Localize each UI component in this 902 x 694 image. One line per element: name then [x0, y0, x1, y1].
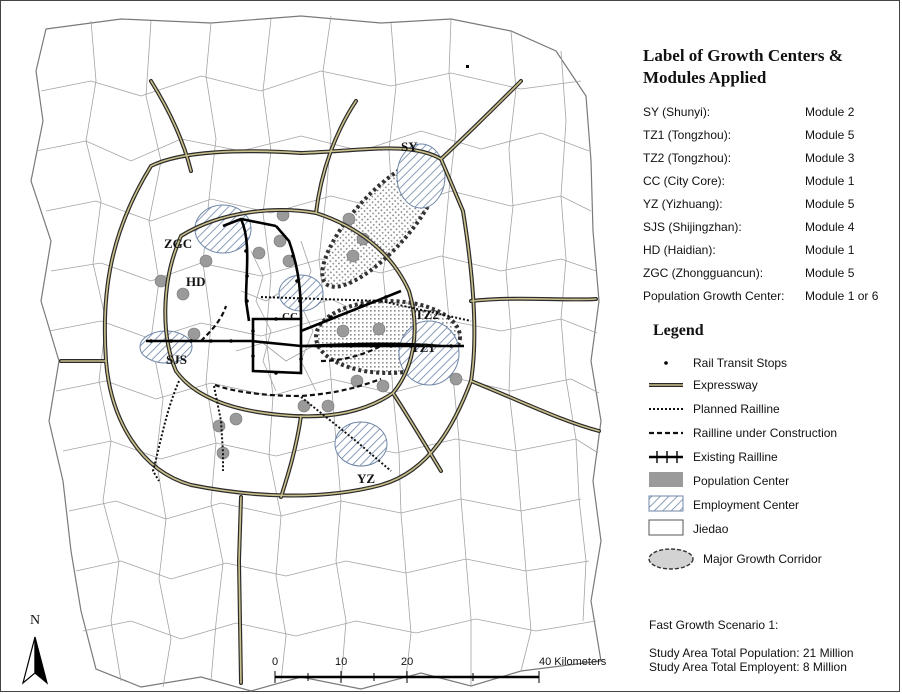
module-center: Population Growth Center: [643, 289, 785, 303]
scenario-title: Fast Growth Scenario 1: [649, 618, 779, 632]
legend-label: Rail Transit Stops [693, 356, 788, 370]
label-cc: CC [282, 311, 298, 323]
label-tz1: TZ1 [411, 340, 435, 355]
module-row [643, 128, 855, 142]
module-row [643, 243, 855, 257]
legend-item [649, 495, 899, 515]
label-tz2: TZ2 [415, 307, 439, 322]
module-value: Module 3 [805, 151, 855, 165]
map-canvas [1, 1, 901, 693]
scale-tick-label: 0 [272, 656, 279, 668]
module-center: TZ1 (Tongzhou): [643, 128, 732, 142]
module-value: Module 2 [805, 105, 855, 119]
module-row [643, 289, 879, 303]
scale-tick-label: 20 [401, 656, 414, 668]
label-yz: YZ [357, 471, 376, 486]
scenario-notes [649, 618, 854, 674]
legend-item [659, 549, 902, 569]
legend-label: Expressway [693, 378, 758, 392]
legend-item [649, 399, 899, 419]
scenario-population: Study Area Total Population: 21 Million [649, 646, 854, 660]
legend-item [649, 423, 899, 443]
module-row [643, 220, 855, 234]
legend-item [649, 353, 899, 373]
legend-label: Railline under Construction [693, 426, 838, 440]
module-center: SY (Shunyi): [643, 105, 711, 119]
legend-label: Population Center [693, 474, 790, 488]
module-row [643, 151, 855, 165]
module-row [643, 105, 855, 119]
module-value: Module 5 [805, 128, 855, 142]
label-zgc: ZGC [164, 236, 193, 251]
module-value: Module 1 or 6 [805, 289, 879, 303]
label-sy: SY [401, 139, 418, 154]
scenario-employment: Study Area Total Employent: 8 Million [649, 660, 847, 674]
label-hd: HD [186, 274, 206, 289]
module-value: Module 1 [805, 174, 855, 188]
scale-tick-label: 10 [335, 656, 348, 668]
module-row [643, 266, 855, 280]
module-value: Module 5 [805, 266, 855, 280]
legend-label: Major Growth Corridor [703, 552, 822, 566]
scale-end-label: 40 Kilometers [539, 656, 607, 668]
module-row [643, 197, 855, 211]
legend-item [649, 471, 899, 491]
module-center: CC (City Core): [643, 174, 726, 188]
module-center: HD (Haidian): [643, 243, 716, 257]
module-value: Module 5 [805, 197, 855, 211]
module-value: Module 1 [805, 243, 855, 257]
map-marker-square [466, 65, 469, 68]
legend-item [649, 375, 899, 395]
north-arrow-icon [23, 637, 47, 683]
legend-item [649, 447, 899, 467]
north-label: N [30, 613, 41, 628]
growth-centers-title: Label of Growth Centers & Modules Applied [643, 46, 843, 87]
legend-label: Planned Railline [693, 402, 780, 416]
legend-label: Existing Railline [693, 450, 778, 464]
module-center: SJS (Shijingzhan): [643, 220, 742, 234]
legend-title: Legend [653, 322, 704, 339]
module-center: TZ2 (Tongzhou): [643, 151, 732, 165]
module-row [643, 174, 855, 188]
module-value: Module 4 [805, 220, 855, 234]
legend-item [649, 519, 899, 539]
legend-label: Jiedao [693, 522, 729, 536]
legend-label: Employment Center [693, 498, 800, 512]
label-sjs: SJS [166, 352, 187, 367]
study-area-boundary [31, 16, 601, 691]
module-center: YZ (Yizhuang): [643, 197, 723, 211]
module-center: ZGC (Zhongguancun): [643, 266, 764, 280]
